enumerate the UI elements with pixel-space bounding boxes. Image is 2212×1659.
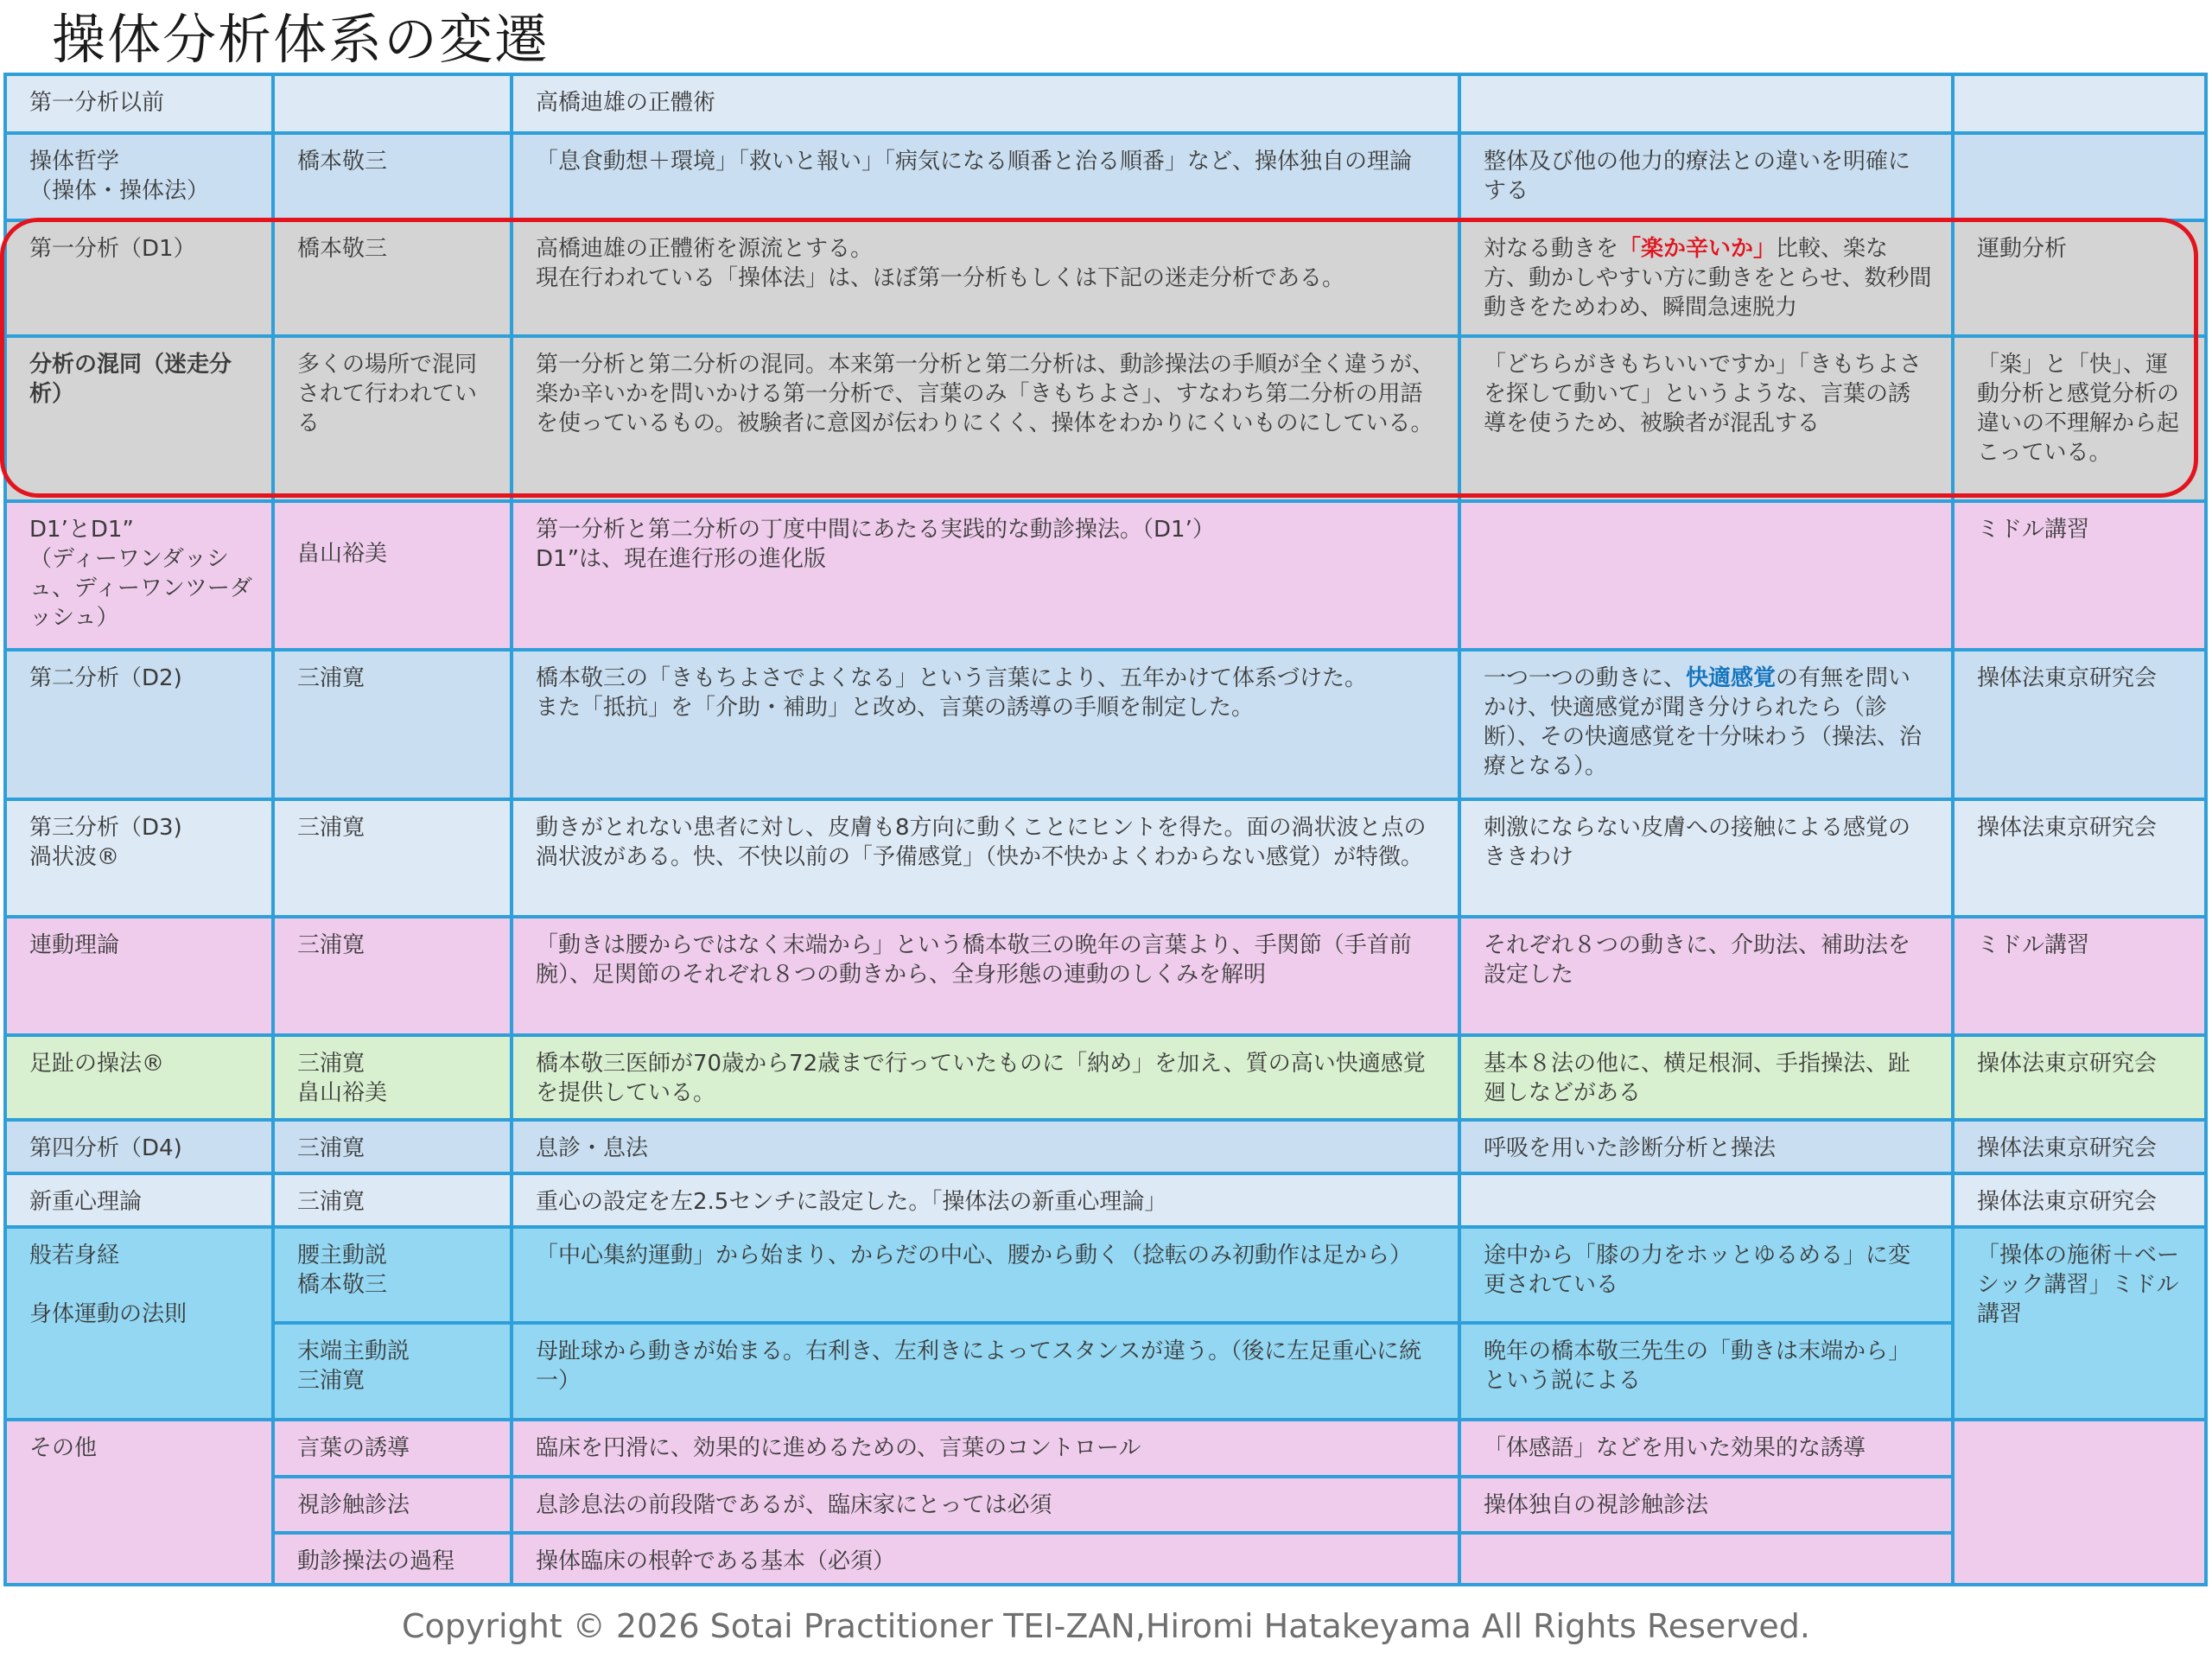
feature-cell: それぞれ８つの動きに、介助法、補助法を設定した: [1459, 917, 1953, 1034]
method-name-cell: 分析の混同（迷走分析）: [5, 336, 273, 501]
emphasis-text: 「楽か辛いか」: [1618, 235, 1777, 262]
person-cell: 末端主動説 三浦寛: [273, 1323, 512, 1420]
method-name-cell: 連動理論: [5, 917, 273, 1034]
feature-cell: [1459, 650, 1953, 799]
table-row: [5, 1227, 2206, 1322]
organization-cell: 「楽」と「快」、運動分析と感覚分析の違いの不理解から起こっている。: [1953, 336, 2206, 501]
feature-cell: 整体及び他の他力的療法との違いを明確にする: [1459, 133, 1953, 219]
person-cell: 視診触診法: [273, 1477, 512, 1532]
description-cell: 動きがとれない患者に対し、皮膚も8方向に動くことにヒントを得た。面の渦状波と点の渦状波がある。快、不快以前の「予備感覚」（快か不快かよくわからない感覚）が特徴。: [512, 799, 1459, 917]
table-row: [5, 650, 2206, 799]
table-row: [5, 1035, 2206, 1120]
method-name-cell: 操体哲学 （操体・操体法）: [5, 133, 273, 219]
method-name-cell: D1’とD1” （ディーワンダッシュ、ディーワンツーダッシュ）: [5, 501, 273, 651]
method-name-cell: 第一分析以前: [5, 74, 273, 133]
description-cell: 高橋迪雄の正體術: [512, 74, 1459, 133]
method-name-cell: 第三分析（D3) 渦状波®: [5, 799, 273, 917]
organization-cell: 操体法東京研究会: [1953, 650, 2206, 799]
description-cell: 息診息法の前段階であるが、臨床家にとっては必須: [512, 1477, 1459, 1532]
person-cell: 三浦寛: [273, 650, 512, 799]
person-cell: 畠山裕美: [273, 501, 512, 651]
description-cell: 母趾球から動きが始まる。右利き、左利きによってスタンスが違う。（後に左足重心に統一）: [512, 1323, 1459, 1420]
person-cell: [273, 74, 512, 133]
method-name-cell: 第一分析（D1）: [5, 220, 273, 336]
table-row: [5, 1120, 2206, 1173]
description-cell: 臨床を円滑に、効果的に進めるための、言葉のコントロール: [512, 1420, 1459, 1477]
organization-cell: ミドル講習: [1953, 501, 2206, 651]
feature-cell: [1459, 1173, 1953, 1227]
feature-cell: 刺激にならない皮膚への接触による感覚のききわけ: [1459, 799, 1953, 917]
page-title: 操体分析体系の変遷: [52, 8, 550, 71]
organization-cell: 操体法東京研究会: [1953, 1035, 2206, 1120]
feature-text: 比較、楽な方、動かしやすい方に動きをとらせ、数秒間動きをためわめ、瞬間急速脱力: [1484, 235, 1932, 321]
table-row: [5, 917, 2206, 1034]
method-name-cell: 足趾の操法®: [5, 1035, 273, 1120]
organization-cell: [1953, 1420, 2206, 1585]
feature-cell: [1459, 1533, 1953, 1585]
feature-cell: 途中から「膝の力をホッとゆるめる」に変更されている: [1459, 1227, 1953, 1322]
organization-cell: ミドル講習: [1953, 917, 2206, 1034]
feature-cell: 呼吸を用いた診断分析と操法: [1459, 1120, 1953, 1173]
organization-cell: 「操体の施術＋ベーシック講習」ミドル講習: [1953, 1227, 2206, 1420]
person-cell: 橋本敬三: [273, 220, 512, 336]
emphasis-text: 快適感覚: [1686, 665, 1777, 692]
description-cell: 息診・息法: [512, 1120, 1459, 1173]
organization-cell: 操体法東京研究会: [1953, 1173, 2206, 1227]
description-cell: 橋本敬三医師が70歳から72歳まで行っていたものに「納め」を加え、質の高い快適感覚を提供している。: [512, 1035, 1459, 1120]
person-cell: 橋本敬三: [273, 133, 512, 219]
description-cell: 高橋迪雄の正體術を源流とする。 現在行われている「操体法」は、ほぼ第一分析もしくは下記の迷走分析である。: [512, 220, 1459, 336]
method-name-cell: 第二分析（D2): [5, 650, 273, 799]
feature-cell: [1459, 220, 1953, 336]
feature-text: 一つ一つの動きに、: [1484, 665, 1687, 692]
table-row: [5, 1323, 2206, 1420]
feature-cell: 晩年の橋本敬三先生の「動きは末端から」という説による: [1459, 1323, 1953, 1420]
person-cell: 三浦寛 畠山裕美: [273, 1035, 512, 1120]
person-cell: 腰主動説 橋本敬三: [273, 1227, 512, 1322]
feature-cell: 基本８法の他に、横足根洞、手指操法、趾廻しなどがある: [1459, 1035, 1953, 1120]
method-name-cell: 新重心理論: [5, 1173, 273, 1227]
feature-cell: 「どちらがきもちいいですか」「きもちよさを探して動いて」というような、言葉の誘導を使うため、被験者が混乱する: [1459, 336, 1953, 501]
organization-cell: 操体法東京研究会: [1953, 1120, 2206, 1173]
table-row: [5, 74, 2206, 133]
method-name-cell: 般若身経 身体運動の法則: [5, 1227, 273, 1420]
feature-cell: [1459, 501, 1953, 651]
feature-text: 対なる動きを: [1484, 235, 1619, 262]
table-row: [5, 1173, 2206, 1227]
person-cell: 三浦寛: [273, 917, 512, 1034]
table-row: [5, 1533, 2206, 1585]
organization-cell: [1953, 74, 2206, 133]
table-row: [5, 799, 2206, 917]
method-name-cell: その他: [5, 1420, 273, 1585]
organization-cell: 操体法東京研究会: [1953, 799, 2206, 917]
method-name-cell: 第四分析（D4): [5, 1120, 273, 1173]
description-cell: 「息食動想＋環境」「救いと報い」「病気になる順番と治る順番」など、操体独自の理論: [512, 133, 1459, 219]
feature-text: の有無を問いかけ、快適感覚が聞き分けられたら（診断）、その快適感覚を十分味わう（操法、治療となる）。: [1484, 665, 1923, 780]
table-row: [5, 1420, 2206, 1477]
person-cell: 三浦寛: [273, 1173, 512, 1227]
copyright-notice: Copyright © 2026 Sotai Practitioner TEI-ZAN,Hiromi Hatakeyama All Rights Reserved.: [402, 1607, 1810, 1645]
feature-cell: 「体感語」などを用いた効果的な誘導: [1459, 1420, 1953, 1477]
person-cell: 動診操法の過程: [273, 1533, 512, 1585]
description-cell: 「動きは腰からではなく末端から」という橋本敬三の晩年の言葉より、手関節（手首前腕）、足関節のそれぞれ８つの動きから、全身形態の連動のしくみを解明: [512, 917, 1459, 1034]
description-cell: 操体臨床の根幹である基本（必須）: [512, 1533, 1459, 1585]
description-cell: 「中心集約運動」から始まり、からだの中心、腰から動く（捻転のみ初動作は足から）: [512, 1227, 1459, 1322]
person-cell: 三浦寛: [273, 799, 512, 917]
feature-cell: 操体独自の視診触診法: [1459, 1477, 1953, 1532]
description-cell: 第一分析と第二分析の丁度中間にあたる実践的な動診操法。（D1’） D1”は、現在進行形の進化版: [512, 501, 1459, 651]
feature-cell: [1459, 74, 1953, 133]
analysis-system-table: [3, 73, 2208, 1586]
person-cell: 多くの場所で混同されて行われている: [273, 336, 512, 501]
description-cell: 重心の設定を左2.5センチに設定した。「操体法の新重心理論」: [512, 1173, 1459, 1227]
table-row: [5, 220, 2206, 336]
organization-cell: 運動分析: [1953, 220, 2206, 336]
organization-cell: [1953, 133, 2206, 219]
table-row: [5, 501, 2206, 651]
description-cell: 橋本敬三の「きもちよさでよくなる」という言葉により、五年かけて体系づけた。 また「抵抗」を「介助・補助」と改め、言葉の誘導の手順を制定した。: [512, 650, 1459, 799]
table-row: [5, 336, 2206, 501]
person-cell: 三浦寛: [273, 1120, 512, 1173]
person-cell: 言葉の誘導: [273, 1420, 512, 1477]
description-cell: 第一分析と第二分析の混同。本来第一分析と第二分析は、動診操法の手順が全く違うが、楽か辛いかを問いかける第一分析で、言葉のみ「きもちよさ」、すなわち第二分析の用語を使っているもの。被験者に意図が伝わりにくく、操体をわかりにくいものにしている。: [512, 336, 1459, 501]
table-row: [5, 133, 2206, 219]
table-row: [5, 1477, 2206, 1532]
